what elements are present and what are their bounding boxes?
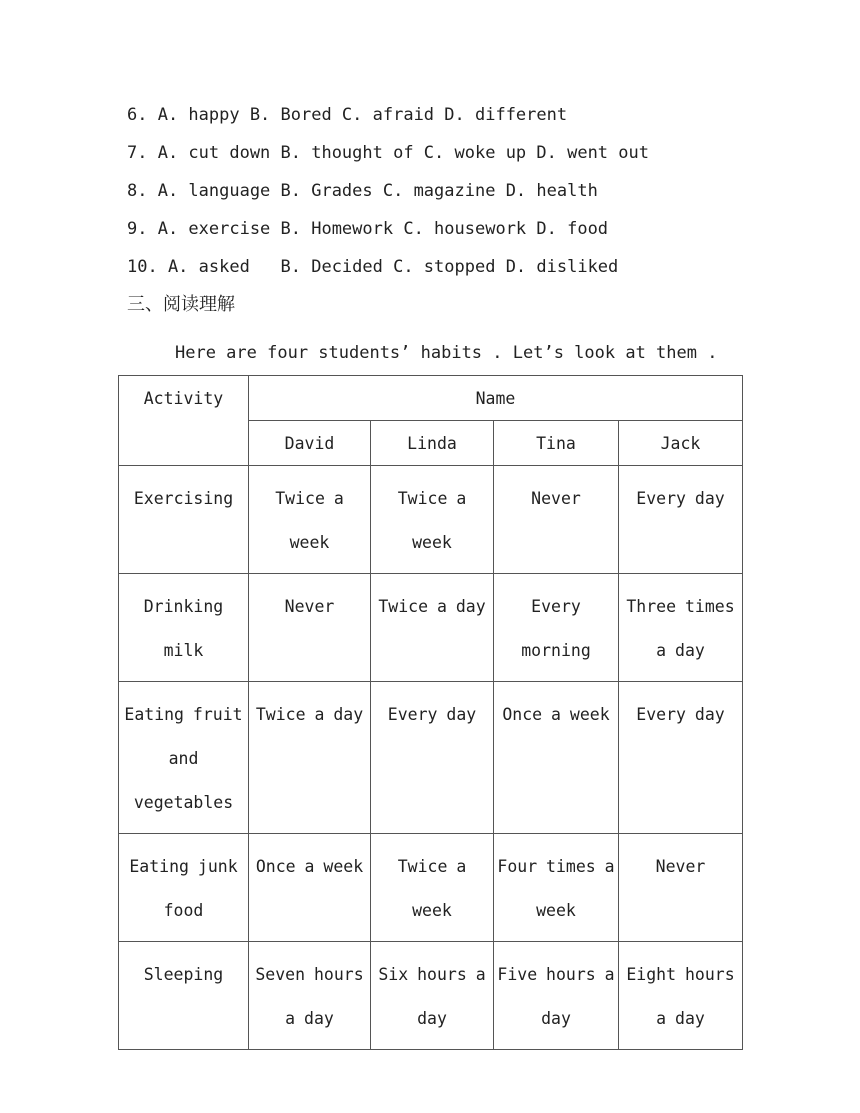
table-cell: Five hours a day (494, 942, 619, 1050)
activity-cell: Eating junk food (119, 834, 249, 942)
table-cell: Three times a day (619, 574, 743, 682)
table-row (119, 682, 743, 834)
activity-cell: Exercising (119, 466, 249, 574)
activity-header: Activity (119, 376, 249, 466)
table-cell: Every day (619, 682, 743, 834)
name-cell: Linda (371, 421, 494, 466)
table-cell: Once a week (494, 682, 619, 834)
table-cell: Every day (371, 682, 494, 834)
name-cell: David (249, 421, 371, 466)
table-cell: Six hours a day (371, 942, 494, 1050)
table-cell: Twice a week (249, 466, 371, 574)
table-cell: Twice a week (371, 834, 494, 942)
table-cell: Seven hours a day (249, 942, 371, 1050)
question-6: 6. A. happy B. Bored C. afraid D. different (127, 105, 568, 125)
table-row (119, 834, 743, 942)
table-cell: Once a week (249, 834, 371, 942)
activity-cell: Eating fruit and vegetables (119, 682, 249, 834)
table-cell: Every morning (494, 574, 619, 682)
name-cell: Tina (494, 421, 619, 466)
question-10: 10. A. asked B. Decided C. stopped D. disliked (127, 257, 619, 277)
section-title: 三、阅读理解 (127, 294, 235, 315)
question-8: 8. A. language B. Grades C. magazine D. health (127, 181, 598, 201)
table-cell: Eight hours a day (619, 942, 743, 1050)
table-row (119, 942, 743, 1050)
table-cell: Never (619, 834, 743, 942)
table-cell: Every day (619, 466, 743, 574)
table-row (119, 466, 743, 574)
table-cell: Twice a day (249, 682, 371, 834)
habits-table (118, 375, 743, 1050)
table-cell: Never (249, 574, 371, 682)
question-7: 7. A. cut down B. thought of C. woke up D. went out (127, 143, 649, 163)
table-cell: Never (494, 466, 619, 574)
table-header-row (119, 376, 743, 421)
activity-cell: Drinking milk (119, 574, 249, 682)
table-row (119, 574, 743, 682)
activity-cell: Sleeping (119, 942, 249, 1050)
name-cell: Jack (619, 421, 743, 466)
question-9: 9. A. exercise B. Homework C. housework D. food (127, 219, 609, 239)
reading-intro: Here are four students’ habits . Let’s look at them . (175, 343, 718, 363)
table-cell: Twice a week (371, 466, 494, 574)
table-cell: Twice a day (371, 574, 494, 682)
name-header: Name (249, 376, 743, 421)
table-cell: Four times a week (494, 834, 619, 942)
